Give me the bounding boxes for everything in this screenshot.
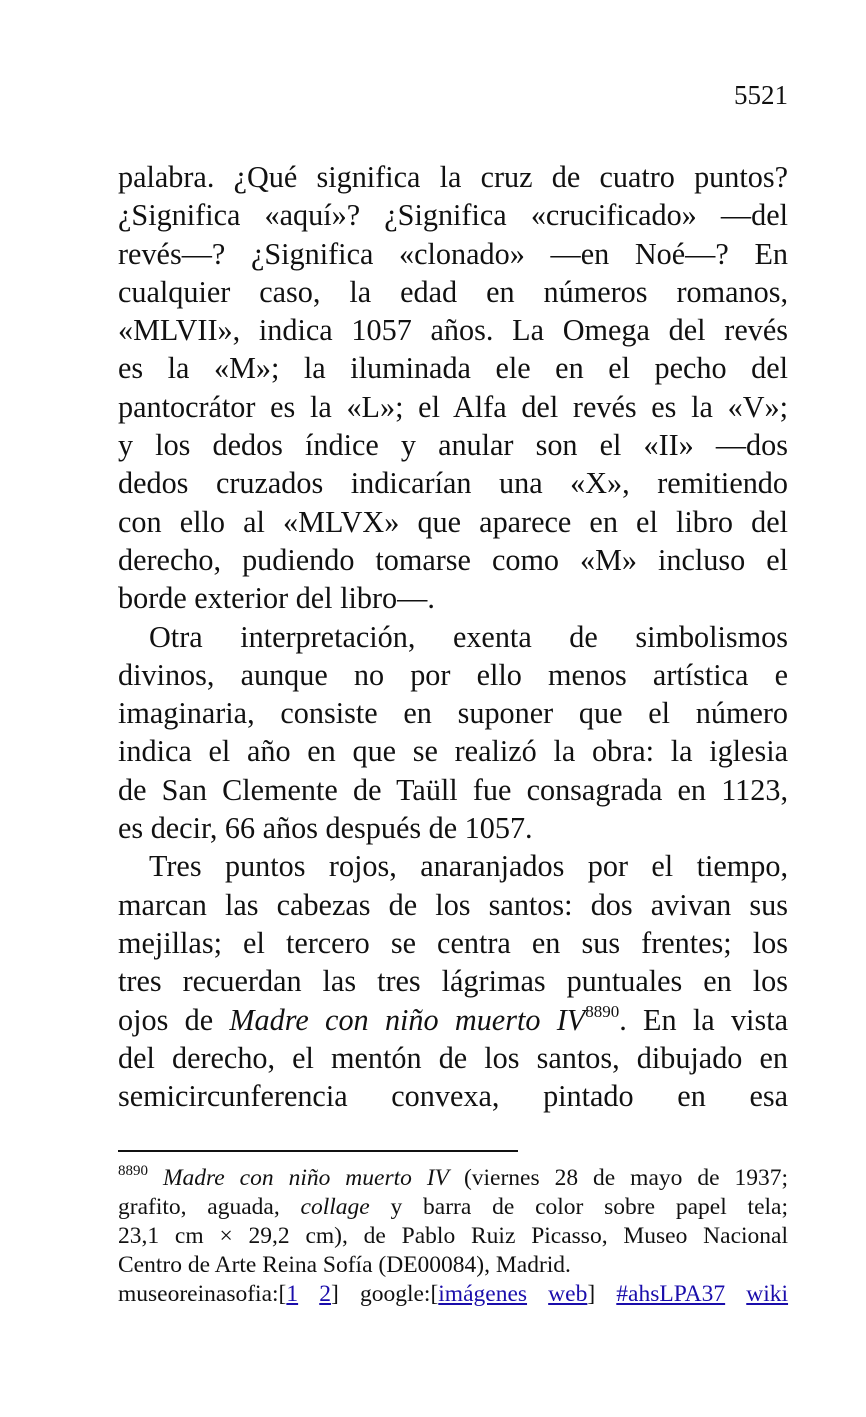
text-line: tres recuerdan las tres lágrimas puntuales en los (118, 964, 788, 999)
text-line: de San Clemente de Taüll fue consagrada en 1123, (118, 772, 788, 807)
text-line: palabra. ¿Qué significa la cruz de cuatro puntos? (118, 160, 788, 194)
text-line: dedos cruzados indicarían una «X», remitiendo (118, 466, 788, 501)
paragraph-1 (118, 158, 788, 618)
footnote-italic-term: collage (300, 1194, 370, 1220)
main-text (118, 158, 788, 1115)
text-line: semicircunferencia convexa, pintado en esa (118, 1079, 788, 1114)
text-fragment: ojos de (118, 1002, 230, 1037)
museo-label: museoreinasofia:[ (118, 1281, 287, 1307)
text-line: y los dedos índice y anular son el «II» —dos (118, 428, 788, 463)
text-line: es decir, 66 años después de 1057. (118, 811, 533, 846)
text-line: es la «M»; la iluminada ele en el pecho del (118, 351, 788, 386)
footnote-text: (viernes 28 de mayo de 1937; (449, 1165, 788, 1191)
text-line: Otra interpretación, exenta de simbolismos (149, 619, 788, 654)
google-label: ] google:[ (331, 1281, 439, 1307)
paragraph-3 (118, 847, 788, 1115)
hashtag-link[interactable]: #ahsLPA37 (616, 1281, 726, 1307)
footnote-line: 23,1 cm × 29,2 cm), de Pablo Ruiz Picasso, Museo Nacional (118, 1223, 788, 1249)
footnote-line (118, 1164, 788, 1193)
text-line: imaginaria, consiste en suponer que el número (118, 696, 788, 731)
footnote-marker: 8890 (118, 1163, 148, 1179)
footnote-artwork-title: Madre con niño muerto IV (162, 1165, 449, 1191)
text-fragment: . En la vista (619, 1002, 788, 1037)
text-line: borde exterior del libro—. (118, 581, 435, 616)
google-images-link[interactable]: imágenes (438, 1281, 528, 1307)
text-line: marcan las cabezas de los santos: dos avivan sus (118, 887, 788, 922)
text-line: «MLVII», indica 1057 años. La Omega del revés (118, 313, 788, 348)
footnote (118, 1164, 788, 1309)
artwork-title: Madre con niño muerto IV (229, 1002, 586, 1037)
footnote-text: grafito, aguada, (118, 1194, 301, 1220)
text-line: divinos, aunque no por ello menos artística e (118, 657, 788, 692)
footnote-text: y barra de color sobre papel tela; (369, 1194, 788, 1220)
google-web-link[interactable]: web (548, 1281, 588, 1307)
text-line: con ello al «MLVX» que aparece en el libro del (118, 504, 788, 539)
footnote-reference[interactable]: 8890 (585, 1001, 620, 1021)
paragraph-2 (118, 618, 788, 848)
text-line: indica el año en que se realizó la obra: la iglesia (118, 734, 788, 769)
wiki-link[interactable]: wiki (746, 1281, 789, 1307)
text-line: ¿Significa «aquí»? ¿Significa «crucificado» —del (118, 198, 788, 233)
text-line: mejillas; el tercero se centra en sus frentes; los (118, 925, 788, 960)
text-line: revés—? ¿Significa «clonado» —en Noé—? En (118, 236, 788, 271)
bracket-close: ] (587, 1281, 596, 1307)
footnote-line: Centro de Arte Reina Sofía (DE00084), Madrid. (118, 1252, 571, 1278)
text-line-with-footnote-ref (118, 1001, 788, 1039)
footnote-line (118, 1193, 788, 1222)
museo-link-2[interactable]: 2 (319, 1281, 331, 1307)
text-line: pantocrátor es la «L»; el Alfa del revés es la «V»; (118, 389, 788, 424)
footnote-links-line (118, 1280, 788, 1309)
text-line: del derecho, el mentón de los santos, dibujado en (118, 1040, 788, 1075)
museo-link-1[interactable]: 1 (286, 1281, 299, 1307)
text-line: cualquier caso, la edad en números romanos, (118, 274, 788, 309)
page-number: 5521 (734, 80, 788, 110)
footnote-separator (118, 1150, 518, 1152)
text-line: derecho, pudiendo tomarse como «M» incluso el (118, 542, 788, 577)
text-line: Tres puntos rojos, anaranjados por el tiempo, (149, 849, 788, 884)
